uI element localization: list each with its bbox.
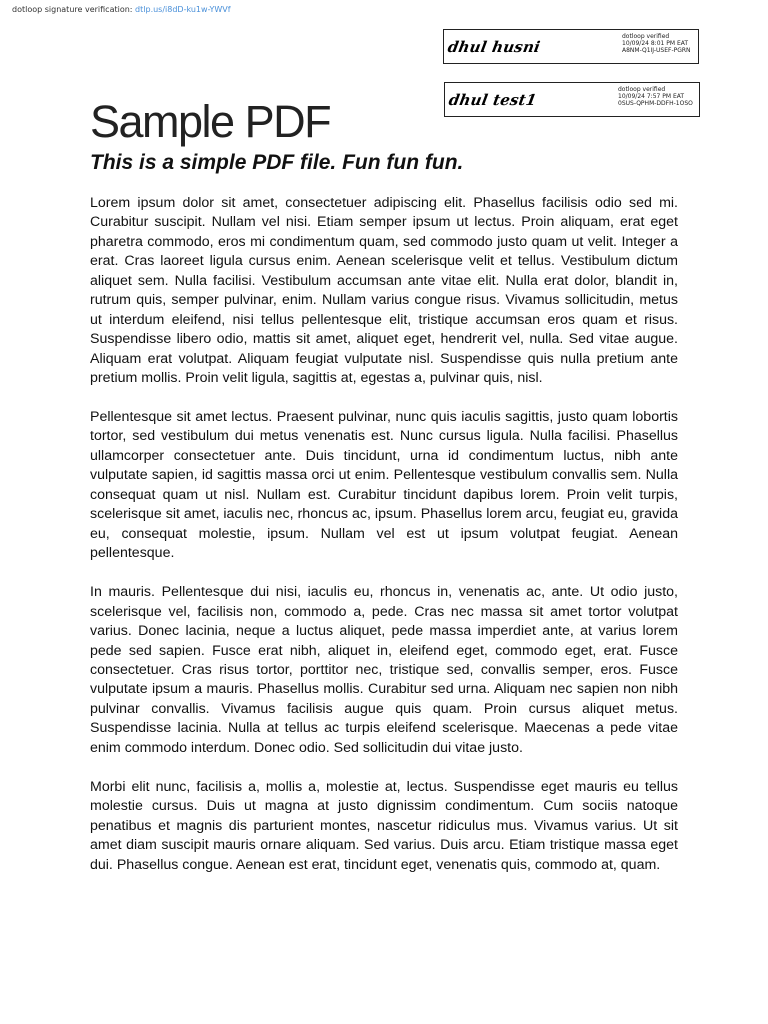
signature-verification-header (12, 5, 231, 14)
body-paragraph: Morbi elit nunc, facilisis a, mollis a, molestie at, lectus. Suspendisse eget mauris eu tellus molestie cursus. Duis ut magna at justo dignissim condimentum. Cum sociis natoque penatibus et magnis dis parturient montes, nascetur ridiculus mus. Vivamus varius. Ut sit amet diam suscipit mauris ornare aliquam. Sed varius. Duis arcu. Etiam tristique massa eget dui. Phasellus congue. Aenean est erat, tincidunt eget, venenatis quis, commodo at, quam. (90, 778, 678, 873)
signature-block[interactable] (444, 82, 700, 117)
signature-meta (622, 33, 691, 54)
signature-timestamp: 10/09/24 8:01 PM EAT (622, 40, 689, 47)
signature-status: dotloop verified (618, 86, 666, 93)
document-body (90, 194, 678, 895)
document-title: Sample PDF (90, 96, 331, 147)
body-paragraph: Pellentesque sit amet lectus. Praesent pulvinar, nunc quis iaculis sagittis, justo quam lobortis tortor, sed vestibulum dui metus venenatis est. Nunc cursus ligula. Nulla facilisi. Phasellus ullamcorper consectetuer ante. Duis tincidunt, urna id condimentum luctus, nibh ante vulputate sapien, id sagittis massa orci ut enim. Pellentesque vestibulum convallis sem. Nulla consequat quam ut nisl. Nullam est. Curabitur tincidunt dapibus lorem. Proin velit turpis, scelerisque sit amet, iaculis nec, rhoncus ac, ipsum. Phasellus lorem arcu, feugiat eu, gravida eu, consequat molestie, ipsum. Nullam vel est ut ipsum volutpat feugiat. Aenean pellentesque. (90, 409, 678, 562)
document-subtitle: This is a simple PDF file. Fun fun fun. (90, 151, 464, 174)
signature-timestamp: 10/09/24 7:57 PM EAT (618, 93, 685, 100)
signature-code: 0SUS-QPHM-DDFH-1OSO (618, 100, 693, 107)
body-paragraph: In mauris. Pellentesque dui nisi, iaculis eu, rhoncus in, venenatis ac, ante. Ut odio justo, scelerisque vel, facilisis non, commodo a, pede. Cras nec massa sit amet tortor volutpat varius. Donec lacinia, neque a luctus aliquet, pede massa imperdiet ante, at varius lorem pede sed sapien. Fusce erat nibh, aliquet in, eleifend eget, commodo eget, erat. Fusce consectetuer. Cras risus tortor, porttitor nec, tristique sed, convallis semper, eros. Fusce vulputate ipsum a mauris. Phasellus mollis. Curabitur sed urna. Aliquam nec sapien non nibh pulvinar convallis. Vivamus facilisis augue quis quam. Proin cursus aliquet metus. Suspendisse lacinia. Nulla at tellus ac turpis eleifend scelerisque. Maecenas a pede vitae enim commodo interdum. Donec odio. Sed sollicitudin dui vitae justo. (90, 584, 678, 756)
signature-name: dhul test1 (447, 91, 539, 109)
signature-name: dhul husni (446, 38, 542, 56)
signature-code: A8NM-Q1IJ-USEF-PGRN (622, 47, 691, 54)
verification-link[interactable]: dtlp.us/i8dD-ku1w-YWVf (135, 5, 231, 14)
signature-status: dotloop verified (622, 33, 670, 40)
signature-meta (618, 86, 693, 107)
signature-block[interactable] (443, 29, 699, 64)
verification-label: dotloop signature verification: (12, 5, 133, 14)
body-paragraph: Lorem ipsum dolor sit amet, consectetuer adipiscing elit. Phasellus facilisis odio sed mi. Curabitur suscipit. Nullam vel nisi. Etiam semper ipsum ut lectus. Proin aliquam, erat eget pharetra commodo, eros mi condimentum quam, sed commodo justo quam ut velit. Integer a erat. Cras laoreet ligula cursus enim. Aenean scelerisque velit et tellus. Vestibulum dictum aliquet sem. Nulla facilisi. Vestibulum accumsan ante vitae elit. Nulla erat dolor, blandit in, rutrum quis, semper pulvinar, enim. Nullam varius congue risus. Vivamus sollicitudin, metus ut interdum eleifend, nisi tellus pellentesque elit, tristique accumsan eros quam et risus. Suspendisse libero odio, mattis sit amet, aliquet eget, hendrerit vel, nulla. Sed vitae augue. Aliquam erat volutpat. Aliquam feugiat vulputate nisl. Suspendisse quis nulla pretium ante pretium mollis. Proin velit ligula, sagittis at, egestas a, pulvinar quis, nisl. (90, 195, 678, 387)
